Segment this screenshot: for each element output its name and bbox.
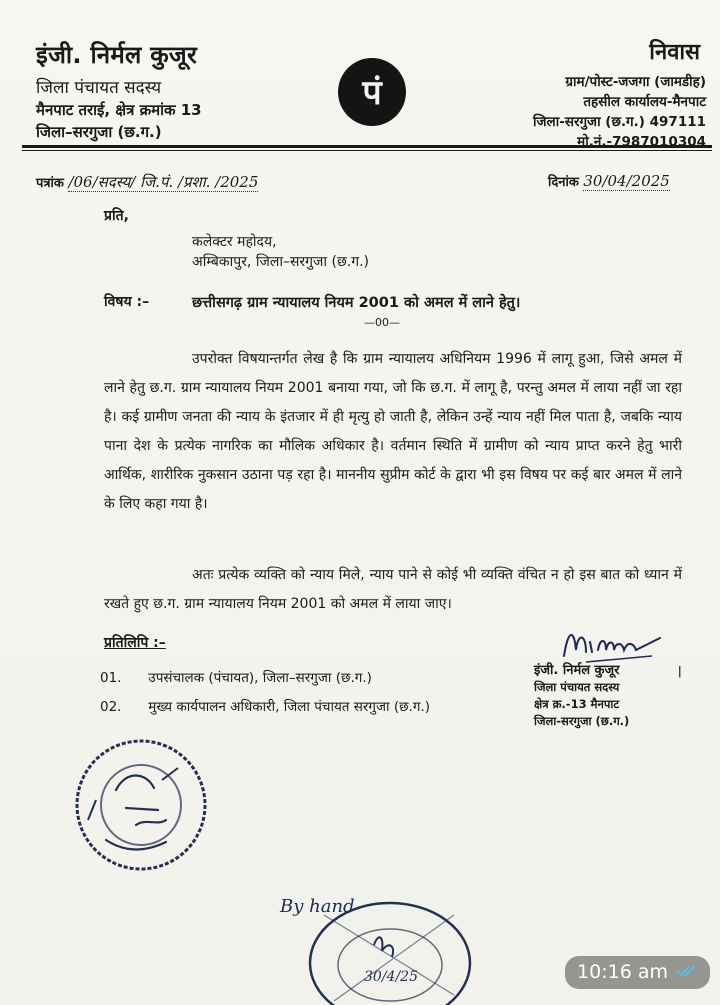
receipt-seal-icon — [304, 885, 476, 1005]
signatory-district: जिला-सरगुजा (छ.ग.) — [534, 714, 630, 728]
copy-to-recipient: मुख्य कार्यपालन अधिकारी, जिला पंचायत सरगुजा (छ.ग.) — [148, 699, 431, 715]
read-receipt-icon — [676, 961, 698, 983]
residence-line-2: तहसील कार्यालय-मैनपाट — [583, 94, 706, 110]
date-label: दिनांक — [548, 175, 579, 190]
signatory-area: क्षेत्र क्र.-13 मैनपाट — [534, 697, 620, 711]
svg-text:पं: पं — [362, 73, 382, 113]
subject-separator: —00— — [364, 316, 400, 329]
body-paragraph-2: अतः प्रत्येक व्यक्ति को न्याय मिले, न्याय पाने से कोई भी व्यक्ति वंचित न हो इस बात को ध्यान में रखते हुए छ.ग. ग्राम न्यायालय नियम 2001 को अमल में लाया जाए। — [104, 567, 682, 612]
signatory-name: इंजी. निर्मल कुजूर — [534, 663, 620, 678]
recipient-title: कलेक्टर महोदय, — [192, 234, 277, 250]
margin-mark: ǀ — [678, 664, 682, 678]
residence-line-1: ग्राम/पोस्ट-जजगा (जामडीह) — [565, 74, 706, 90]
office-seal-icon — [66, 730, 216, 880]
message-timestamp — [565, 956, 710, 989]
signature-block — [534, 662, 629, 730]
copy-to-number: 02. — [100, 699, 122, 715]
residence-title: निवास — [649, 40, 700, 65]
residence-phone: मो.नं.-7987010304 — [577, 134, 706, 150]
copy-to-item — [100, 668, 372, 686]
copy-to-label: प्रतिलिपि :– — [104, 635, 166, 651]
reference-label: पत्रांक — [36, 176, 64, 191]
timestamp-text: 10:16 am — [577, 961, 668, 983]
copy-to-item — [100, 697, 430, 715]
svg-text:By hand: By hand — [280, 896, 355, 917]
svg-text:30/4/25: 30/4/25 — [364, 969, 418, 985]
panchayat-logo-icon — [338, 58, 406, 126]
subject-label: विषय :– — [104, 294, 150, 310]
svg-text:Nirmal: Nirmal — [556, 620, 560, 621]
signatory-designation: जिला पंचायत सदस्य — [534, 680, 620, 694]
sender-designation: जिला पंचायत सदस्य — [36, 78, 162, 98]
copy-to-number: 01. — [100, 670, 122, 686]
body-paragraph-1: उपरोक्त विषयान्तर्गत लेख है कि ग्राम न्यायालय अधिनियम 1996 में लागू हुआ, जिसे अमल में लाने हेतु छ.ग. ग्राम न्यायालय नियम 2001 बनाया गया, जो कि छ.ग. में लागू है, परन्तु अमल में लाया नहीं जा रहा है। कई ग्रामीण जनता की न्याय के इंतजार में ही मृत्यु हो जाती है, लेकिन उन्हें न्याय नहीं मिल पाता है, जबकि न्याय पाना देश के प्रत्येक नागरिक का मौलिक अधिकार है। वर्तमान स्थिति में ग्रामीण को न्याय प्राप्त करने हेतु भारी आर्थिक, शारीरिक नुकसान उठाना पड़ रहा है। माननीय सुप्रीम कोर्ट के द्वारा भी इस विषय पर कई बार अमल में लाने के लिए कहा गया है। — [104, 351, 682, 512]
header-divider-thin — [22, 150, 712, 151]
residence-header — [533, 36, 706, 152]
date-value: 30/04/2025 — [583, 172, 670, 190]
subject-text: छत्तीसगढ़ ग्राम न्यायालय नियम 2001 को अमल में लाने हेतु। — [192, 295, 521, 311]
recipient-address: अम्बिकापुर, जिला–सरगुजा (छ.ग.) — [192, 254, 370, 270]
sender-area: मैनपाट तराई, क्षेत्र क्रमांक 13 — [36, 101, 202, 119]
letter-reference — [36, 172, 258, 192]
letter-date — [548, 172, 670, 190]
residence-line-3: जिला-सरगुजा (छ.ग.) 497111 — [533, 114, 706, 130]
copy-to-recipient: उपसंचालक (पंचायत), जिला–सरगुजा (छ.ग.) — [148, 670, 372, 686]
reference-number: /06/सदस्य/ जि.पं. /प्रशा. /2025 — [68, 173, 259, 191]
sender-name: इंजी. निर्मल कुजूर — [36, 41, 198, 69]
sender-header — [36, 38, 202, 144]
header-divider — [22, 145, 712, 148]
to-label: प्रति, — [104, 208, 129, 224]
sender-district: जिला–सरगुजा (छ.ग.) — [36, 123, 162, 141]
